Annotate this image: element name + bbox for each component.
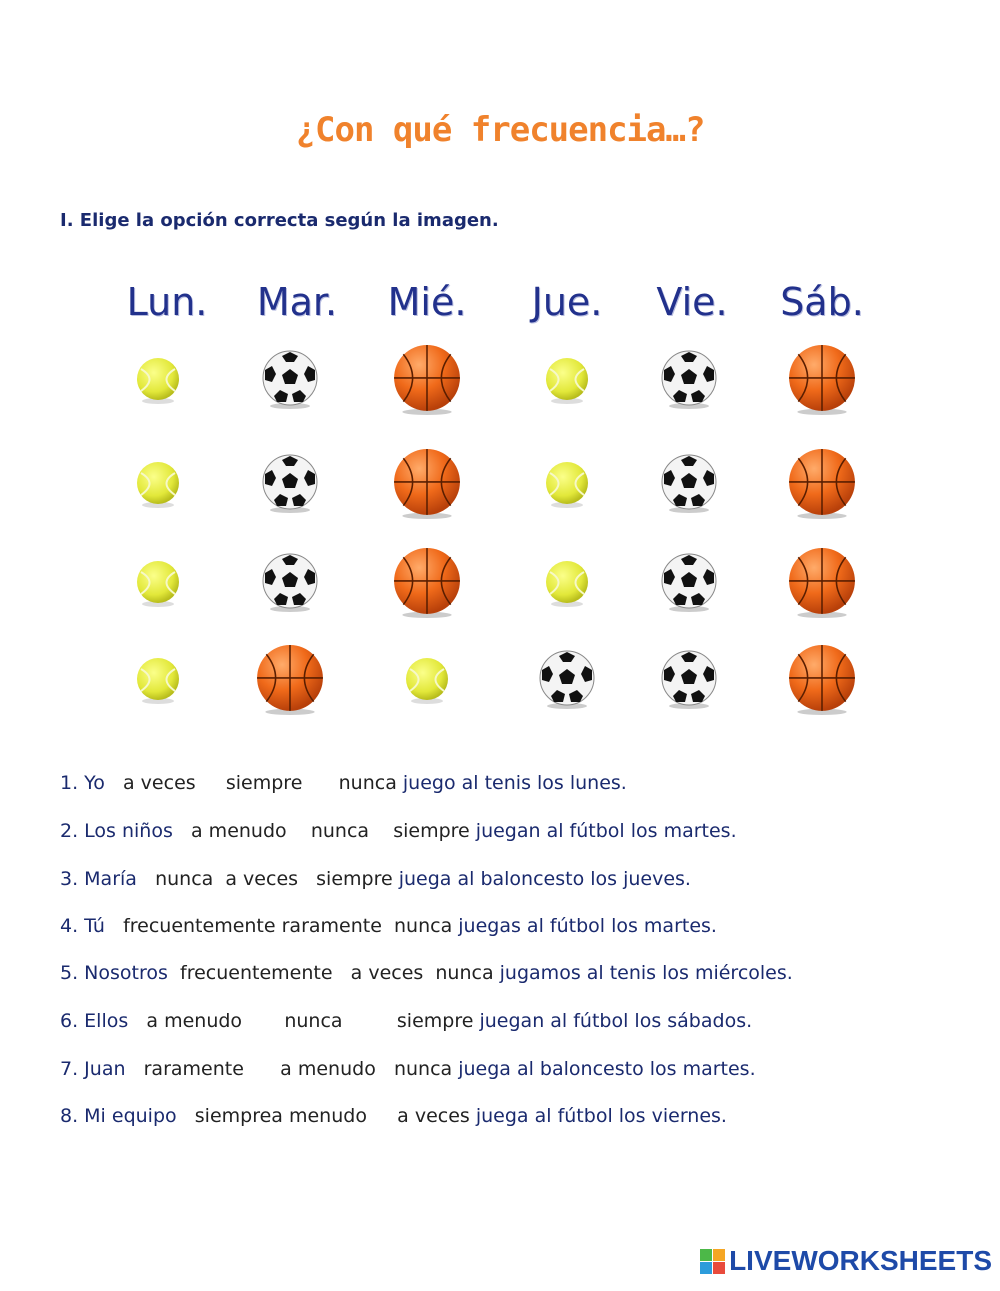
soccer-ball-icon (659, 650, 719, 710)
sentence-subject: 4. Tú (60, 915, 105, 937)
soccer-ball-icon (260, 553, 320, 613)
sentence-subject: 5. Nosotros (60, 962, 168, 984)
sentence-rest: juega al baloncesto los martes. (458, 1058, 756, 1080)
day-header-vie: Vie. (656, 280, 728, 324)
sentence-rest: jugamos al tenis los miércoles. (499, 962, 793, 984)
day-header-sab: Sáb. (780, 280, 864, 324)
basketball-icon (786, 644, 858, 716)
option-2[interactable]: a menudo (271, 1105, 367, 1127)
sentence-5 (60, 962, 793, 984)
option-1[interactable]: a menudo (191, 820, 287, 842)
sentence-subject: 7. Juan (60, 1058, 126, 1080)
basketball-icon (786, 344, 858, 416)
option-3[interactable]: nunca (435, 962, 494, 984)
sentence-rest: juega al baloncesto los jueves. (398, 868, 691, 890)
soccer-ball-icon (659, 553, 719, 613)
sentence-subject: 1. Yo (60, 772, 105, 794)
option-2[interactable]: raramente (281, 915, 382, 937)
sentence-rest: juego al tenis los lunes. (402, 772, 627, 794)
logo-blocks-icon (700, 1249, 725, 1274)
option-3[interactable]: a veces (397, 1105, 470, 1127)
tennis-ball-icon (542, 355, 592, 405)
soccer-ball-icon (537, 650, 597, 710)
sentence-4 (60, 915, 717, 937)
instruction: I. Elige la opción correcta según la imagen. (60, 210, 499, 231)
soccer-ball-icon (659, 454, 719, 514)
option-2[interactable]: nunca (310, 820, 370, 842)
sentence-subject: 6. Ellos (60, 1010, 129, 1032)
option-1[interactable]: frecuentemente (180, 962, 333, 984)
basketball-icon (786, 547, 858, 619)
sentence-3 (60, 868, 691, 890)
sentence-2 (60, 820, 737, 842)
option-1[interactable]: raramente (143, 1058, 244, 1080)
sentence-subject: 3. María (60, 868, 137, 890)
soccer-ball-icon (260, 454, 320, 514)
basketball-icon (391, 448, 463, 520)
option-1[interactable]: frecuentemente (123, 915, 276, 937)
option-1[interactable]: siempre (194, 1105, 272, 1127)
tennis-ball-icon (133, 459, 183, 509)
tennis-ball-icon (542, 459, 592, 509)
sentence-8 (60, 1105, 727, 1127)
day-header-mie: Mié. (387, 280, 467, 324)
day-header-mar: Mar. (256, 280, 338, 324)
sentence-rest: juegas al fútbol los martes. (458, 915, 717, 937)
tennis-ball-icon (133, 355, 183, 405)
option-3[interactable]: nunca (394, 915, 453, 937)
tennis-ball-icon (402, 655, 452, 705)
basketball-icon (391, 344, 463, 416)
tennis-ball-icon (133, 655, 183, 705)
day-header-jue: Jue. (531, 280, 603, 324)
option-3[interactable]: siempre (396, 1010, 474, 1032)
soccer-ball-icon (260, 350, 320, 410)
option-2[interactable]: a veces (225, 868, 299, 890)
sentence-7 (60, 1058, 756, 1080)
soccer-ball-icon (659, 350, 719, 410)
sentence-6 (60, 1010, 752, 1032)
basketball-icon (786, 448, 858, 520)
option-3[interactable]: nunca (338, 772, 397, 794)
tennis-ball-icon (542, 558, 592, 608)
option-2[interactable]: nunca (284, 1010, 343, 1032)
tennis-ball-icon (133, 558, 183, 608)
option-1[interactable]: a menudo (146, 1010, 243, 1032)
sentence-subject: 2. Los niños (60, 820, 173, 842)
option-3[interactable]: siempre (316, 868, 393, 890)
page-title: ¿Con qué frecuencia…? (295, 110, 705, 150)
option-2[interactable]: a menudo (280, 1058, 376, 1080)
sentence-rest: juegan al fútbol los sábados. (479, 1010, 753, 1032)
option-2[interactable]: siempre (225, 772, 303, 794)
option-1[interactable]: a veces (123, 772, 196, 794)
option-3[interactable]: nunca (393, 1058, 453, 1080)
option-3[interactable]: siempre (393, 820, 470, 842)
sentence-subject: 8. Mi equipo (60, 1105, 177, 1127)
option-2[interactable]: a veces (350, 962, 424, 984)
sentence-rest: juega al fútbol los viernes. (475, 1105, 727, 1127)
option-1[interactable]: nunca (155, 868, 214, 890)
sentence-1 (60, 772, 627, 794)
liveworksheets-logo (700, 1245, 992, 1277)
logo-text: LIVEWORKSHEETS (729, 1245, 992, 1276)
day-header-lun: Lun. (126, 280, 208, 324)
basketball-icon (391, 547, 463, 619)
sentence-rest: juegan al fútbol los martes. (475, 820, 737, 842)
basketball-icon (254, 644, 326, 716)
